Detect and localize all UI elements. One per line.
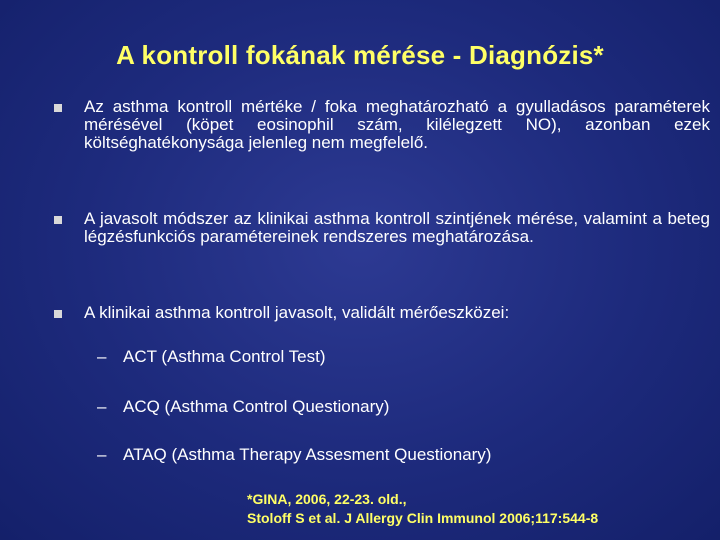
reference-line: Stoloff S et al. J Allergy Clin Immunol 2006;117:544-8 bbox=[247, 510, 599, 526]
sub-bullet-item bbox=[97, 444, 491, 466]
sub-bullet-text: ACQ (Asthma Control Questionary) bbox=[123, 397, 390, 416]
dash-marker: – bbox=[97, 347, 107, 366]
bullet-text: A klinikai asthma kontroll javasolt, validált mérőeszközei: bbox=[84, 303, 510, 322]
square-bullet-icon bbox=[54, 310, 62, 318]
slide-title: A kontroll fokának mérése - Diagnózis* bbox=[116, 40, 604, 70]
reference-line: *GINA, 2006, 22-23. old., bbox=[247, 491, 407, 507]
bullet-item bbox=[48, 304, 710, 322]
sub-bullet-text: ACT (Asthma Control Test) bbox=[123, 347, 326, 366]
bullet-item bbox=[48, 98, 710, 152]
dash-marker: – bbox=[97, 397, 107, 416]
bullet-text: Az asthma kontroll mértéke / foka meghatározható a gyulladásos paraméterek mérésével (köpet eosinophil szám, kilélegzett NO), azonban ezek költséghatékonysága jelenleg nem megfelelő. bbox=[84, 97, 710, 152]
bullet-item bbox=[48, 210, 710, 246]
dash-marker: – bbox=[97, 445, 107, 464]
sub-bullet-text: ATAQ (Asthma Therapy Assesment Questionary) bbox=[123, 445, 492, 464]
bullet-text: A javasolt módszer az klinikai asthma kontroll szintjének mérése, valamint a beteg légzésfunkciós paramétereinek rendszeres meghatározása. bbox=[84, 209, 710, 246]
square-bullet-icon bbox=[54, 104, 62, 112]
sub-bullet-item bbox=[97, 346, 326, 368]
sub-bullet-item bbox=[97, 396, 389, 418]
references bbox=[247, 490, 598, 528]
square-bullet-icon bbox=[54, 216, 62, 224]
